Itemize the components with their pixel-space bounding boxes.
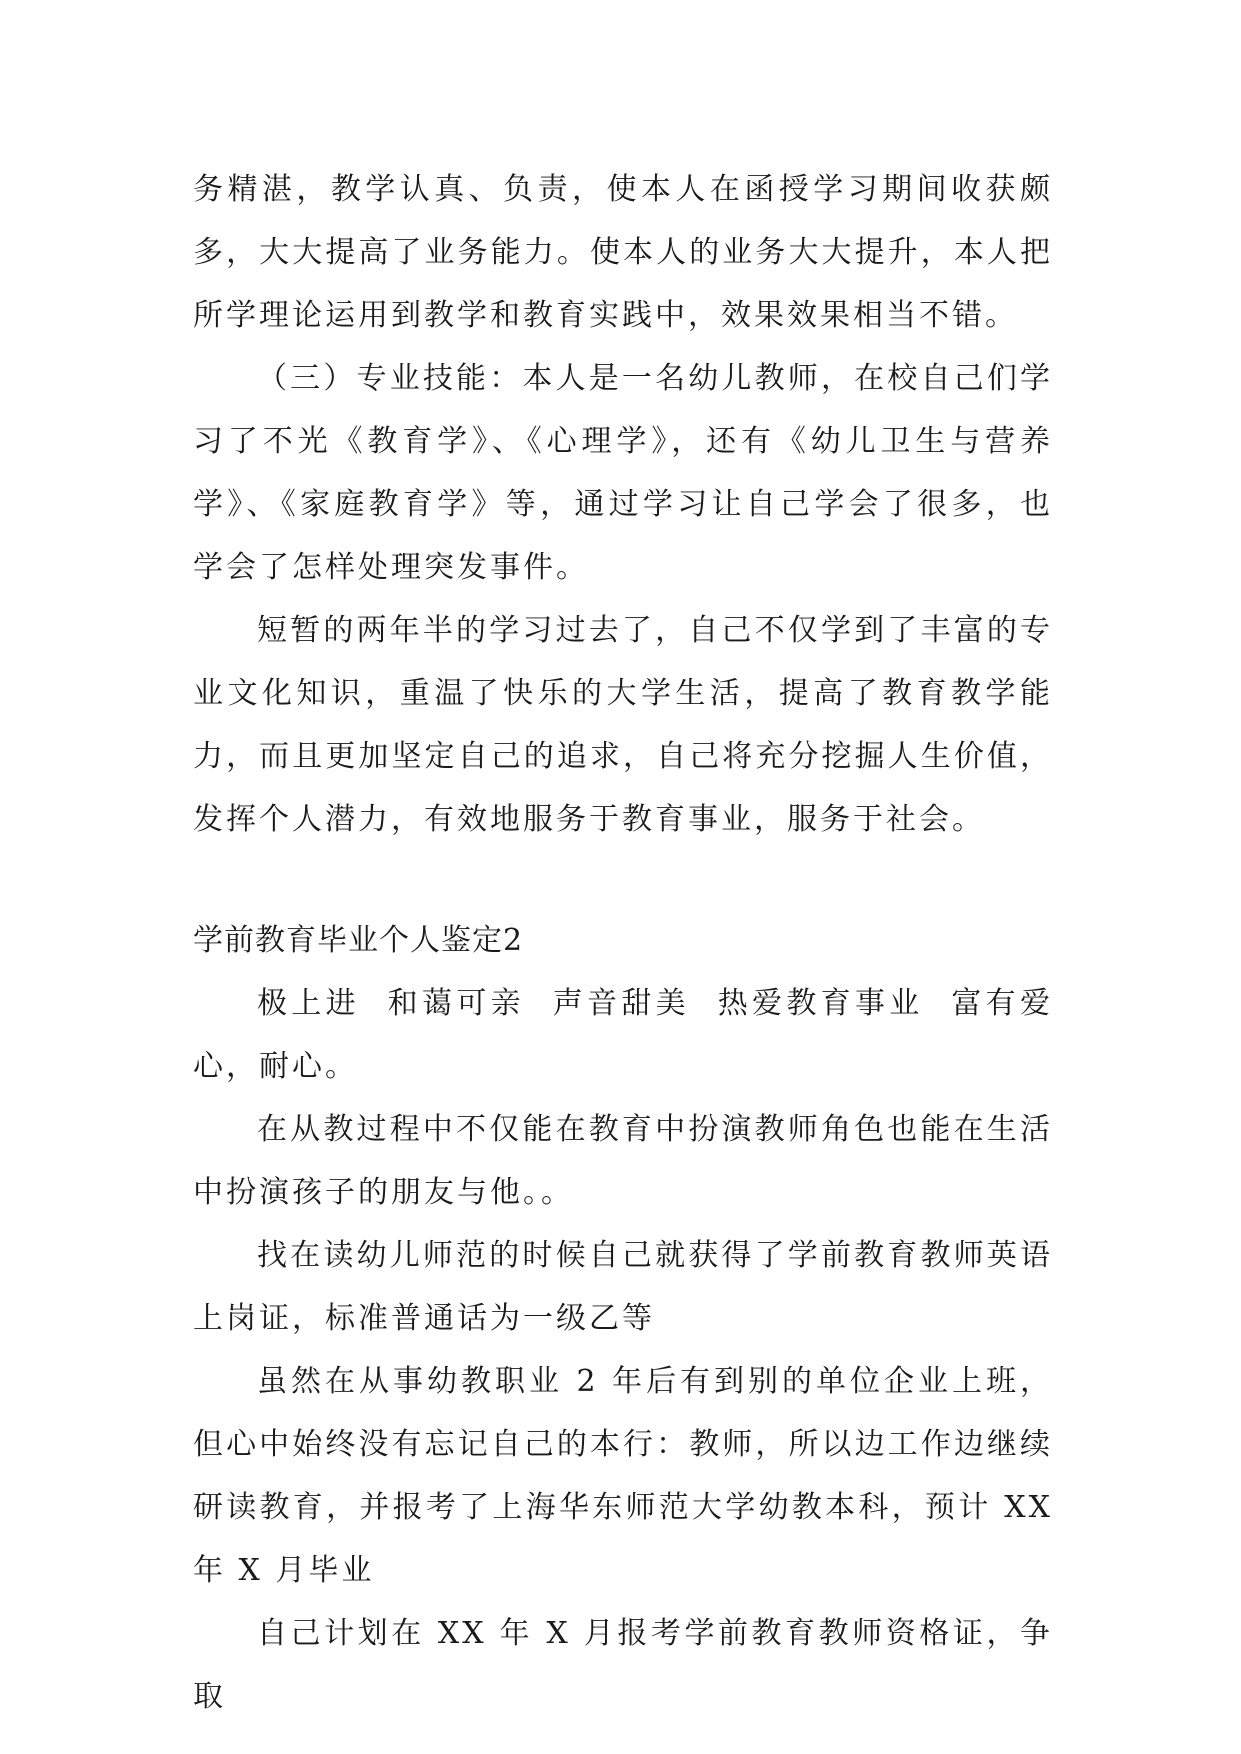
section-heading: 学前教育毕业个人鉴定2: [193, 923, 524, 958]
paragraph-professional-skills: （三）专业技能：本人是一名幼儿教师，在校自己们学习了不光《教育学》、《心理学》，还有《幼儿卫生与营养学》、《家庭教育学》等，通过学习让自己学会了很多，也学会了怎样处理突发事件。: [193, 361, 1053, 585]
document-body: [193, 158, 1053, 1728]
paragraph-traits: 极上进 和蔼可亲 声音甜美 热爱教育事业 富有爱心，耐心。: [193, 986, 1053, 1084]
paragraph-career-study: 虽然在从事幼教职业 2 年后有到别的单位企业上班，但心中始终没有忘记自己的本行：教师，所以边工作边继续研读教育，并报考了上海华东师范大学幼教本科，预计 XX 年 X 月毕业: [193, 1364, 1053, 1588]
paragraph-teaching-role: 在从教过程中不仅能在教育中扮演教师角色也能在生活中扮演孩子的朋友与他。。: [193, 1112, 1053, 1210]
section-gap: [193, 851, 1053, 909]
paragraph-plan: 自己计划在 XX 年 X 月报考学前教育教师资格证，争取: [193, 1616, 1053, 1714]
paragraph-continuation: 务精湛，教学认真、负责，使本人在函授学习期间收获颇多，大大提高了业务能力。使本人的业务大大提升，本人把所学理论运用到教学和教育实践中，效果效果相当不错。: [193, 172, 1053, 333]
paragraph-study-summary: 短暂的两年半的学习过去了，自己不仅学到了丰富的专业文化知识，重温了快乐的大学生活，提高了教育教学能力，而且更加坚定自己的追求，自己将充分挖掘人生价值，发挥个人潜力，有效地服务于教育事业，服务于社会。: [193, 613, 1053, 837]
paragraph-certificates: 找在读幼儿师范的时候自己就获得了学前教育教师英语上岗证，标准普通话为一级乙等: [193, 1238, 1053, 1336]
